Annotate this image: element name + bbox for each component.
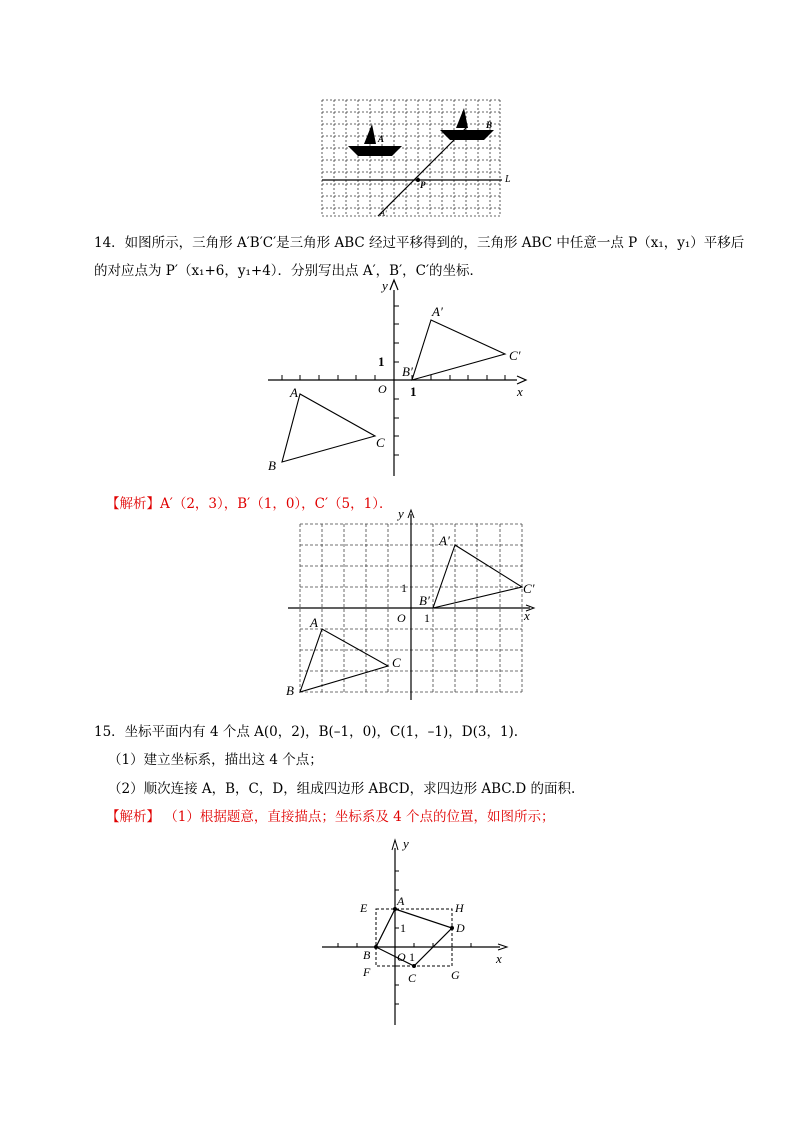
label-C: C: [392, 655, 401, 670]
label-G: G: [451, 968, 460, 982]
q14-line2: 的对应点为 P′（x₁+6，y₁+4）．分别写出点 A′，B′，C′的坐标．: [94, 263, 484, 279]
label-one-y: 1: [378, 354, 385, 369]
label-y: y: [382, 278, 388, 293]
label-one-y: 1: [400, 921, 406, 935]
answer-tag: 【解析】: [106, 496, 160, 512]
label-B: B: [363, 948, 371, 962]
label-A-prime: A′: [439, 533, 450, 548]
label-B-prime: B′: [402, 364, 413, 379]
label-B: B: [286, 683, 294, 698]
label-B-prime: B′: [419, 593, 430, 608]
label-y: y: [398, 506, 404, 521]
label-one-x: 1: [409, 950, 415, 964]
label-C: C: [408, 971, 417, 985]
label-B: B: [486, 120, 493, 130]
label-F: F: [363, 965, 371, 979]
label-P: P: [420, 180, 426, 190]
label-A-prime: A′: [432, 304, 443, 319]
label-x: x: [496, 951, 502, 966]
label-B: B: [268, 458, 276, 473]
label-one-x: 1: [410, 384, 417, 399]
label-x: x: [524, 608, 530, 623]
label-D: D: [456, 921, 465, 935]
label-C-prime: C′: [523, 581, 535, 596]
answer-tag: 【解析】: [106, 809, 160, 825]
label-H: H: [455, 901, 464, 915]
q14-line1: 14．如图所示，三角形 A′B′C′是三角形 ABC 经过平移得到的，三角形 ABC 中任意一点 P（x₁，y₁）平移后: [94, 235, 745, 251]
label-A: A: [290, 385, 298, 400]
label-origin: O: [397, 950, 406, 964]
label-origin: O: [378, 382, 387, 396]
label-one-y: 1: [401, 581, 407, 595]
q15-part2: （2）顺次连接 A，B，C，D，组成四边形 ABCD，求四边形 ABC.D 的面积.: [108, 781, 576, 797]
label-A: A: [378, 134, 385, 144]
label-C-prime: C′: [509, 348, 521, 363]
label-origin: O: [397, 611, 406, 625]
q15-line1: 15．坐标平面内有 4 个点 A(0，2)，B(–1，0)，C(1，–1)，D(3，1).: [94, 724, 519, 740]
label-A: A: [397, 894, 405, 908]
answer-text: （1）根据题意，直接描点；坐标系及 4 个点的位置，如图所示；: [164, 809, 555, 825]
q15-part1: （1）建立坐标系，描出这 4 个点；: [108, 752, 323, 768]
label-L: L: [505, 174, 511, 185]
label-one-x: 1: [424, 611, 430, 625]
answer-text: A′（2，3），B′（1，0），C′（5，1）．: [160, 496, 393, 512]
label-A1: A': [380, 209, 387, 218]
label-C: C: [376, 435, 385, 450]
label-y: y: [403, 836, 409, 851]
label-x: x: [517, 384, 523, 399]
label-A: A: [310, 615, 318, 630]
label-E: E: [360, 901, 368, 915]
